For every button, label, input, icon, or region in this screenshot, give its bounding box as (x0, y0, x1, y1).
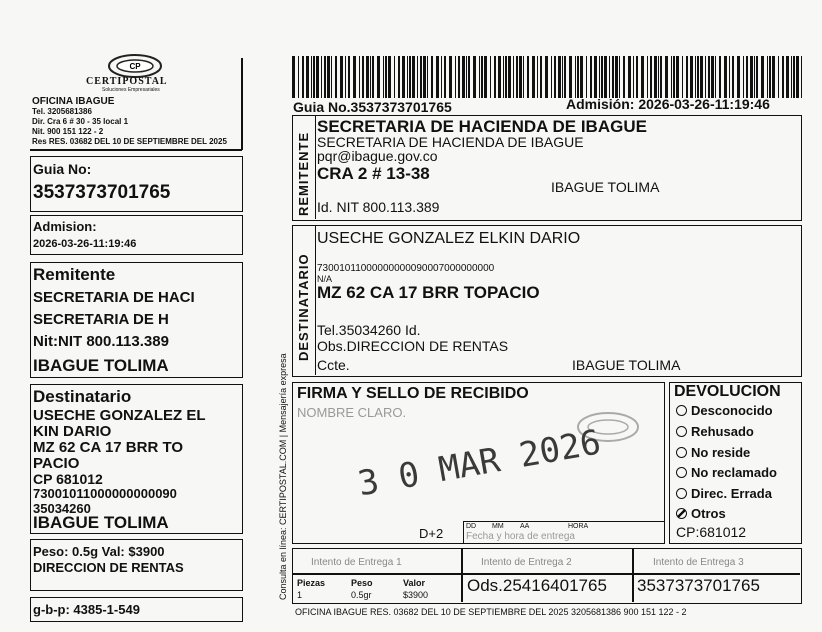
barcode-bar (793, 56, 795, 98)
barcode-bar (420, 56, 422, 98)
barcode-bar (388, 56, 391, 98)
barcode-bar (636, 56, 638, 98)
barcode-bar (537, 56, 538, 98)
barcode-bar (641, 56, 644, 98)
barcode-bar (366, 56, 369, 98)
barcode-bar (682, 56, 683, 98)
barcode-bar (647, 56, 648, 98)
barcode-bar (686, 56, 688, 98)
destinatario-na: N/A (317, 274, 333, 284)
barcode-bar (372, 56, 374, 98)
barcode-bar (353, 56, 356, 98)
peso-box (30, 539, 243, 591)
barcode-bar (564, 56, 566, 98)
left-destinatario-label: Destinatario (33, 387, 132, 406)
barcode-bar (345, 56, 346, 98)
remitente-nit: Id. NIT 800.113.389 (317, 199, 440, 215)
left-dest-code: 73001011000000000090 (33, 486, 177, 501)
destinatario-city: IBAGUE TOLIMA (572, 357, 681, 373)
barcode-bar (700, 56, 703, 98)
barcode-bar (519, 56, 522, 98)
intento-1: Intento de Entrega 1 (311, 557, 402, 568)
left-gbp: g-b-p: 4385-1-549 (33, 602, 140, 617)
devolucion-option-label: No reside (691, 445, 751, 460)
barcode-bar (746, 56, 748, 98)
left-dest-tel: 35034260 (33, 501, 91, 516)
radio-icon[interactable] (676, 405, 687, 416)
guia-label: Guia No: (33, 161, 92, 177)
office-dir: Dir. Cra 6 # 30 - 35 local 1 (32, 117, 129, 126)
radio-icon[interactable] (676, 488, 687, 499)
barcode-bar (423, 56, 426, 98)
barcode-bar (575, 56, 576, 98)
office-tel: Tel. 3205681386 (32, 107, 92, 116)
barcode-bar (554, 56, 556, 98)
fecha-label: Fecha y hora de entrega (466, 531, 575, 542)
barcode-bar (767, 56, 768, 98)
radio-icon[interactable] (676, 447, 687, 458)
barcode-bar (599, 56, 600, 98)
barcode-bar (508, 56, 511, 98)
devolucion-option-label: Otros (691, 506, 726, 521)
header-guia: Guia No.3537373701765 (293, 99, 452, 115)
intentos-rule (293, 573, 800, 575)
barcode-bar (503, 56, 504, 98)
left-peso: Peso: 0.5g Val: $3900 (33, 544, 165, 559)
office-name: OFICINA IBAGUE (32, 96, 115, 107)
barcode-bar (695, 56, 696, 98)
header-admision: Admisión: 2026-03-26-11:19:46 (566, 96, 770, 112)
barcode-bar (505, 56, 507, 98)
firma-dplus: D+2 (419, 526, 444, 541)
barcode-bar (590, 56, 592, 98)
office-res: Res RES. 03682 DEL 10 DE SEPTIEMBRE DEL 2025 (32, 137, 227, 146)
barcode-bar (724, 56, 727, 98)
intentos-guia: 3537373701765 (637, 576, 760, 595)
barcode-bar (558, 56, 561, 98)
barcode-bar (427, 56, 428, 98)
valor-label: Valor (403, 578, 426, 588)
barcode-icon (292, 56, 804, 98)
devolucion-option-label: Rehusado (691, 424, 754, 439)
barcode-bar (479, 56, 480, 98)
barcode-bar (462, 56, 465, 98)
barcode-bar (402, 56, 405, 98)
firma-nombre: NOMBRE CLARO. (297, 405, 407, 420)
ods-number: Ods.25416401765 (467, 576, 607, 595)
barcode-bar (761, 56, 764, 98)
firma-box (292, 382, 665, 544)
barcode-bar (455, 56, 456, 98)
barcode-bar (778, 56, 779, 98)
barcode-bar (335, 56, 337, 98)
barcode-bar (377, 56, 380, 98)
piezas-value: 1 (297, 590, 303, 600)
remitente-email: pqr@ibague.gov.co (317, 148, 438, 164)
barcode-bar (732, 56, 734, 98)
office-nit: Nit. 900 151 122 - 2 (32, 127, 104, 136)
fecha-aa: AA (520, 523, 530, 530)
barcode-bar (498, 56, 501, 98)
remitente-address: CRA 2 # 13-38 (317, 164, 430, 183)
barcode-bar (650, 56, 652, 98)
devolucion-option-2[interactable] (676, 445, 750, 460)
devolucion-option-label: Direc. Errada (691, 486, 772, 501)
barcode-bar (362, 56, 364, 98)
barcode-bar (327, 56, 330, 98)
barcode-bar (654, 56, 657, 98)
logo-brand: CERTIPOSTAL (86, 76, 168, 87)
left-dest-line3: MZ 62 CA 17 BRR TO (33, 439, 184, 456)
barcode-bar (545, 56, 548, 98)
barcode-bar (604, 56, 607, 98)
barcode-bar (359, 56, 360, 98)
barcode-bar (750, 56, 753, 98)
peso-label: Peso (351, 578, 373, 588)
barcode-bar (298, 56, 299, 98)
barcode-bar (569, 56, 572, 98)
intento-2: Intento de Entrega 2 (481, 557, 572, 568)
destinatario-vertical-label: DESTINATARIO (296, 253, 311, 361)
barcode-bar (316, 56, 319, 98)
barcode-bar (737, 56, 740, 98)
barcode-bar (796, 56, 799, 98)
devolucion-cp: CP:681012 (676, 524, 747, 540)
left-dest-city: IBAGUE TOLIMA (33, 513, 169, 532)
destinatario-box (292, 225, 802, 377)
devolucion-option-3[interactable] (676, 465, 777, 480)
destinatario-name: USECHE GONZALEZ ELKIN DARIO (317, 230, 581, 247)
left-dest-line2: KIN DARIO (33, 423, 112, 440)
barcode-bar (786, 56, 789, 98)
barcode-bar (458, 56, 460, 98)
guia-box (30, 156, 243, 212)
barcode-bar (671, 56, 672, 98)
barcode-bar (523, 56, 524, 98)
radio-checked-icon[interactable] (676, 508, 687, 519)
barcode-bar (660, 56, 662, 98)
barcode-bar (409, 56, 411, 98)
barcode-bar (370, 56, 371, 98)
barcode-bar (601, 56, 603, 98)
left-separator (241, 58, 243, 150)
left-dest-line4: PACIO (33, 455, 80, 472)
barcode-bar (754, 56, 755, 98)
barcode-bar (594, 56, 597, 98)
barcode-bar (516, 56, 518, 98)
barcode-bar (292, 56, 295, 98)
barcode-bar (623, 56, 625, 98)
barcode-bar (527, 56, 529, 98)
svg-text:CP: CP (129, 62, 141, 71)
barcode-bar (619, 56, 620, 98)
left-remitente-line2: SECRETARIA DE H (33, 311, 169, 328)
devolucion-option-1[interactable] (676, 424, 754, 439)
barcode-bar (633, 56, 634, 98)
left-dest-cp: CP 681012 (33, 471, 103, 487)
barcode-bar (577, 56, 579, 98)
firma-stamp-date: 3 0 MAR 2026 (355, 422, 604, 505)
barcode-bar (394, 56, 395, 98)
barcode-bar (708, 56, 710, 98)
barcode-bar (466, 56, 467, 98)
barcode-bar (383, 56, 384, 98)
barcode-bar (673, 56, 675, 98)
devolucion-title: DEVOLUCION (674, 383, 781, 400)
intentos-box (292, 548, 802, 604)
left-obs: DIRECCION DE RENTAS (33, 560, 184, 575)
radio-icon[interactable] (676, 426, 687, 437)
barcode-bar (612, 56, 614, 98)
admision-value: 2026-03-26-11:19:46 (33, 238, 137, 250)
intentos-divider-2 (632, 549, 634, 602)
barcode-bar (801, 56, 802, 98)
remitente-city: IBAGUE TOLIMA (551, 179, 660, 195)
barcode-bar (697, 56, 699, 98)
barcode-bar (628, 56, 631, 98)
barcode-bar (743, 56, 744, 98)
devolucion-box (669, 382, 802, 544)
barcode-bar (769, 56, 771, 98)
barcode-bar (311, 56, 312, 98)
barcode-bar (676, 56, 679, 98)
barcode-bar (711, 56, 714, 98)
barcode-bar (444, 56, 446, 98)
peso-value: 0.5gr (351, 590, 372, 600)
barcode-bar (441, 56, 442, 98)
barcode-bar (431, 56, 433, 98)
barcode-bar (551, 56, 552, 98)
piezas-label: Piezas (297, 578, 326, 588)
barcode-bar (658, 56, 659, 98)
left-remitente-label: Remitente (33, 265, 116, 284)
barcode-bar (348, 56, 350, 98)
admision-box (30, 215, 243, 255)
barcode-bar (324, 56, 326, 98)
barcode-bar (473, 56, 476, 98)
barcode-bar (398, 56, 400, 98)
devolucion-option-5[interactable] (676, 506, 726, 521)
devolucion-option-0[interactable] (676, 403, 773, 418)
barcode-bar (772, 56, 775, 98)
destinatario-obs: Obs.DIRECCION DE RENTAS (317, 338, 509, 354)
barcode-bar (407, 56, 408, 98)
barcode-bar (715, 56, 716, 98)
barcode-bar (417, 56, 418, 98)
intentos-divider-1 (461, 549, 463, 602)
firma-title: FIRMA Y SELLO DE RECIBIDO (297, 385, 529, 402)
barcode-bar (436, 56, 439, 98)
devolucion-option-4[interactable] (676, 486, 772, 501)
fecha-mm: MM (492, 523, 504, 530)
barcode-bar (690, 56, 693, 98)
devolucion-option-label: No reclamado (691, 465, 777, 480)
radio-icon[interactable] (676, 467, 687, 478)
barcode-bar (331, 56, 332, 98)
logo-tagline: Soluciones Empresariales (102, 87, 160, 93)
remitente-vertical-label: REMITENTE (296, 131, 311, 216)
barcode-bar (729, 56, 730, 98)
barcode-bar (665, 56, 668, 98)
barcode-bar (340, 56, 343, 98)
barcode-bar (321, 56, 322, 98)
barcode-bar (449, 56, 452, 98)
destinatario-tel: Tel.35034260 Id. (317, 322, 421, 338)
barcode-bar (719, 56, 721, 98)
remitente-name2: SECRETARIA DE HACIENDA DE IBAGUE (317, 134, 584, 150)
remitente-name: SECRETARIA DE HACIENDA DE IBAGUE (317, 117, 647, 136)
barcode (292, 56, 804, 98)
left-dest-line1: USECHE GONZALEZ EL (33, 407, 206, 424)
left-remitente-city: IBAGUE TOLIMA (33, 356, 169, 375)
fecha-hora: HORA (568, 523, 589, 530)
barcode-bar (532, 56, 535, 98)
barcode-bar (756, 56, 758, 98)
destinatario-ccte: Ccte. (317, 357, 350, 373)
barcode-bar (705, 56, 706, 98)
barcode-bar (313, 56, 315, 98)
barcode-bar (513, 56, 514, 98)
remitente-box (292, 115, 802, 221)
valor-value: $3900 (403, 590, 429, 600)
left-remitente-box (30, 262, 243, 378)
barcode-bar (484, 56, 487, 98)
barcode-bar (791, 56, 792, 98)
barcode-bar (302, 56, 304, 98)
fecha-dd: DD (466, 523, 477, 530)
barcode-bar (562, 56, 563, 98)
side-vertical-text: Consulta en línea: CERTIPOSTAL.COM | Mensajería expresa (278, 353, 288, 600)
admision-label: Admision: (33, 219, 97, 234)
barcode-bar (385, 56, 387, 98)
barcode-bar (412, 56, 415, 98)
barcode-bar (586, 56, 587, 98)
barcode-bar (615, 56, 618, 98)
devolucion-option-label: Desconocido (691, 403, 773, 418)
barcode-bar (782, 56, 784, 98)
left-remitente-line1: SECRETARIA DE HACI (33, 289, 195, 306)
barcode-bar (609, 56, 610, 98)
destinatario-code: 73001011000000000090007000000000 (317, 263, 495, 274)
left-destinatario-box (30, 384, 243, 534)
left-remitente-nit: Nit:NIT 800.113.389 (33, 333, 169, 350)
certipostal-logo (80, 52, 190, 94)
destinatario-address: MZ 62 CA 17 BRR TOPACIO (317, 283, 540, 302)
barcode-bar (490, 56, 491, 98)
intento-3: Intento de Entrega 3 (653, 557, 744, 568)
barcode-bar (481, 56, 483, 98)
barcode-bar (306, 56, 309, 98)
left-header-rule (30, 149, 242, 151)
barcode-bar (468, 56, 470, 98)
barcode-bar (580, 56, 583, 98)
barcode-bar (494, 56, 496, 98)
gbp-box (30, 597, 243, 622)
footer-text: OFICINA IBAGUE RES. 03682 DEL 10 DE SEPTIEMBRE DEL 2025 3205681386 900 151 122 - 2 (295, 607, 687, 617)
fecha-box (463, 521, 664, 544)
barcode-bar (540, 56, 542, 98)
guia-value: 3537373701765 (33, 182, 171, 203)
